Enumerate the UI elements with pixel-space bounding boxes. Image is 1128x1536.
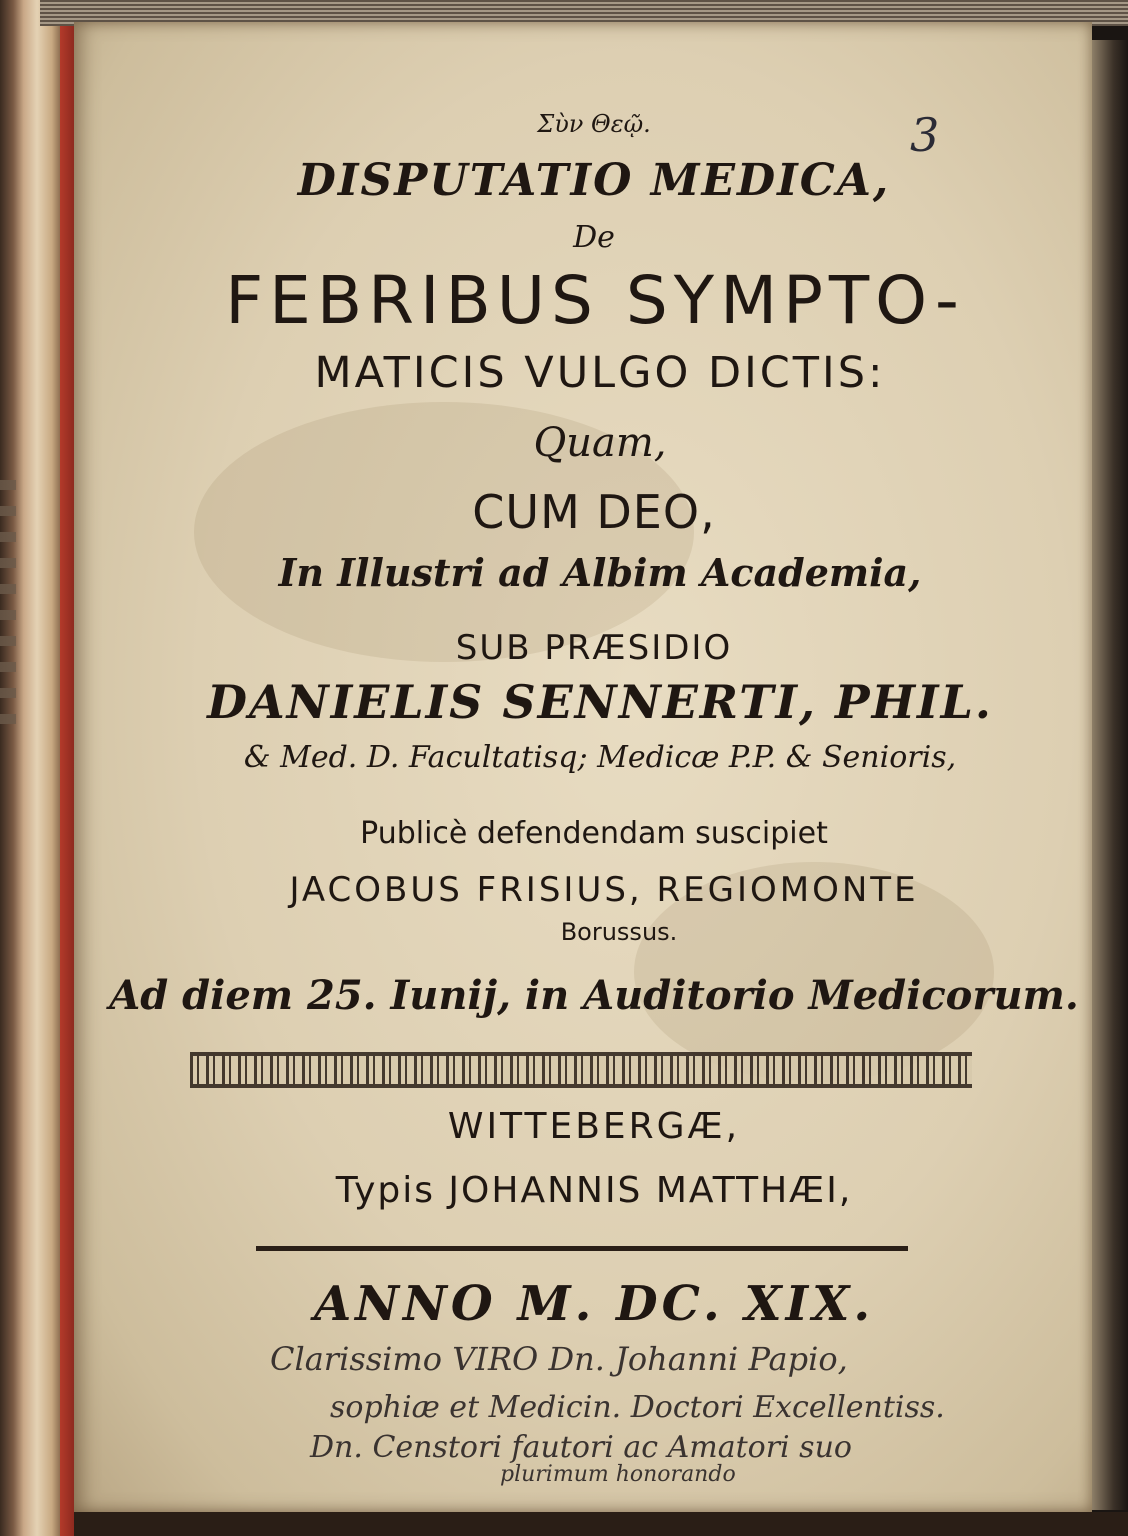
title-facultatis: & Med. D. Facultatisq; Medicæ P.P. & Senioris, [243, 740, 957, 775]
title-disputatio: DISPUTATIO MEDICA, [297, 155, 891, 206]
handwritten-dedication-line: plurimum honorando [500, 1462, 736, 1487]
imprint-year: ANNO M. DC. XIX. [313, 1276, 875, 1332]
title-publice: Publicè defendendam suscipiet [360, 816, 828, 851]
title-date: Ad diem 25. Iunij, in Auditorio Medicorum. [109, 972, 1079, 1019]
title-borussus: Borussus. [560, 918, 678, 946]
title-academia: In Illustri ad Albim Academia, [278, 550, 922, 595]
imprint-place: WITTEBERGÆ, [447, 1106, 741, 1147]
imprint-printer: Typis JOHANNIS MATTHÆI, [335, 1170, 853, 1211]
folio-number: 3 [910, 108, 940, 162]
title-de: De [573, 220, 615, 255]
title-maticis: MATICIS VULGO DICTIS: [314, 348, 886, 398]
binding-stitching [0, 480, 16, 740]
title-cum-deo: CUM DEO, [472, 485, 716, 539]
title-sub-praesidio: SUB PRÆSIDIO [455, 628, 733, 668]
handwritten-dedication-line: Dn. Censtori fautori ac Amatori suo [310, 1430, 852, 1465]
greek-header: Σὺν Θεῷ. [537, 110, 651, 138]
handwritten-dedication-line: Clarissimo VIRO Dn. Johanni Papio, [270, 1340, 848, 1378]
horizontal-rule [256, 1246, 908, 1251]
page-edge-bottom [74, 1512, 1128, 1536]
red-page-edge [60, 0, 74, 1536]
ornamental-border [190, 1052, 972, 1088]
title-quam: Quam, [533, 420, 667, 466]
title-respondent: JACOBUS FRISIUS, REGIOMONTE [289, 870, 919, 910]
handwritten-dedication-line: sophiæ et Medicin. Doctori Excellentiss. [330, 1390, 945, 1425]
title-febribus: FEBRIBUS SYMPTO- [225, 262, 965, 339]
title-sennerti: DANIELIS SENNERTI, PHIL. [207, 675, 993, 729]
